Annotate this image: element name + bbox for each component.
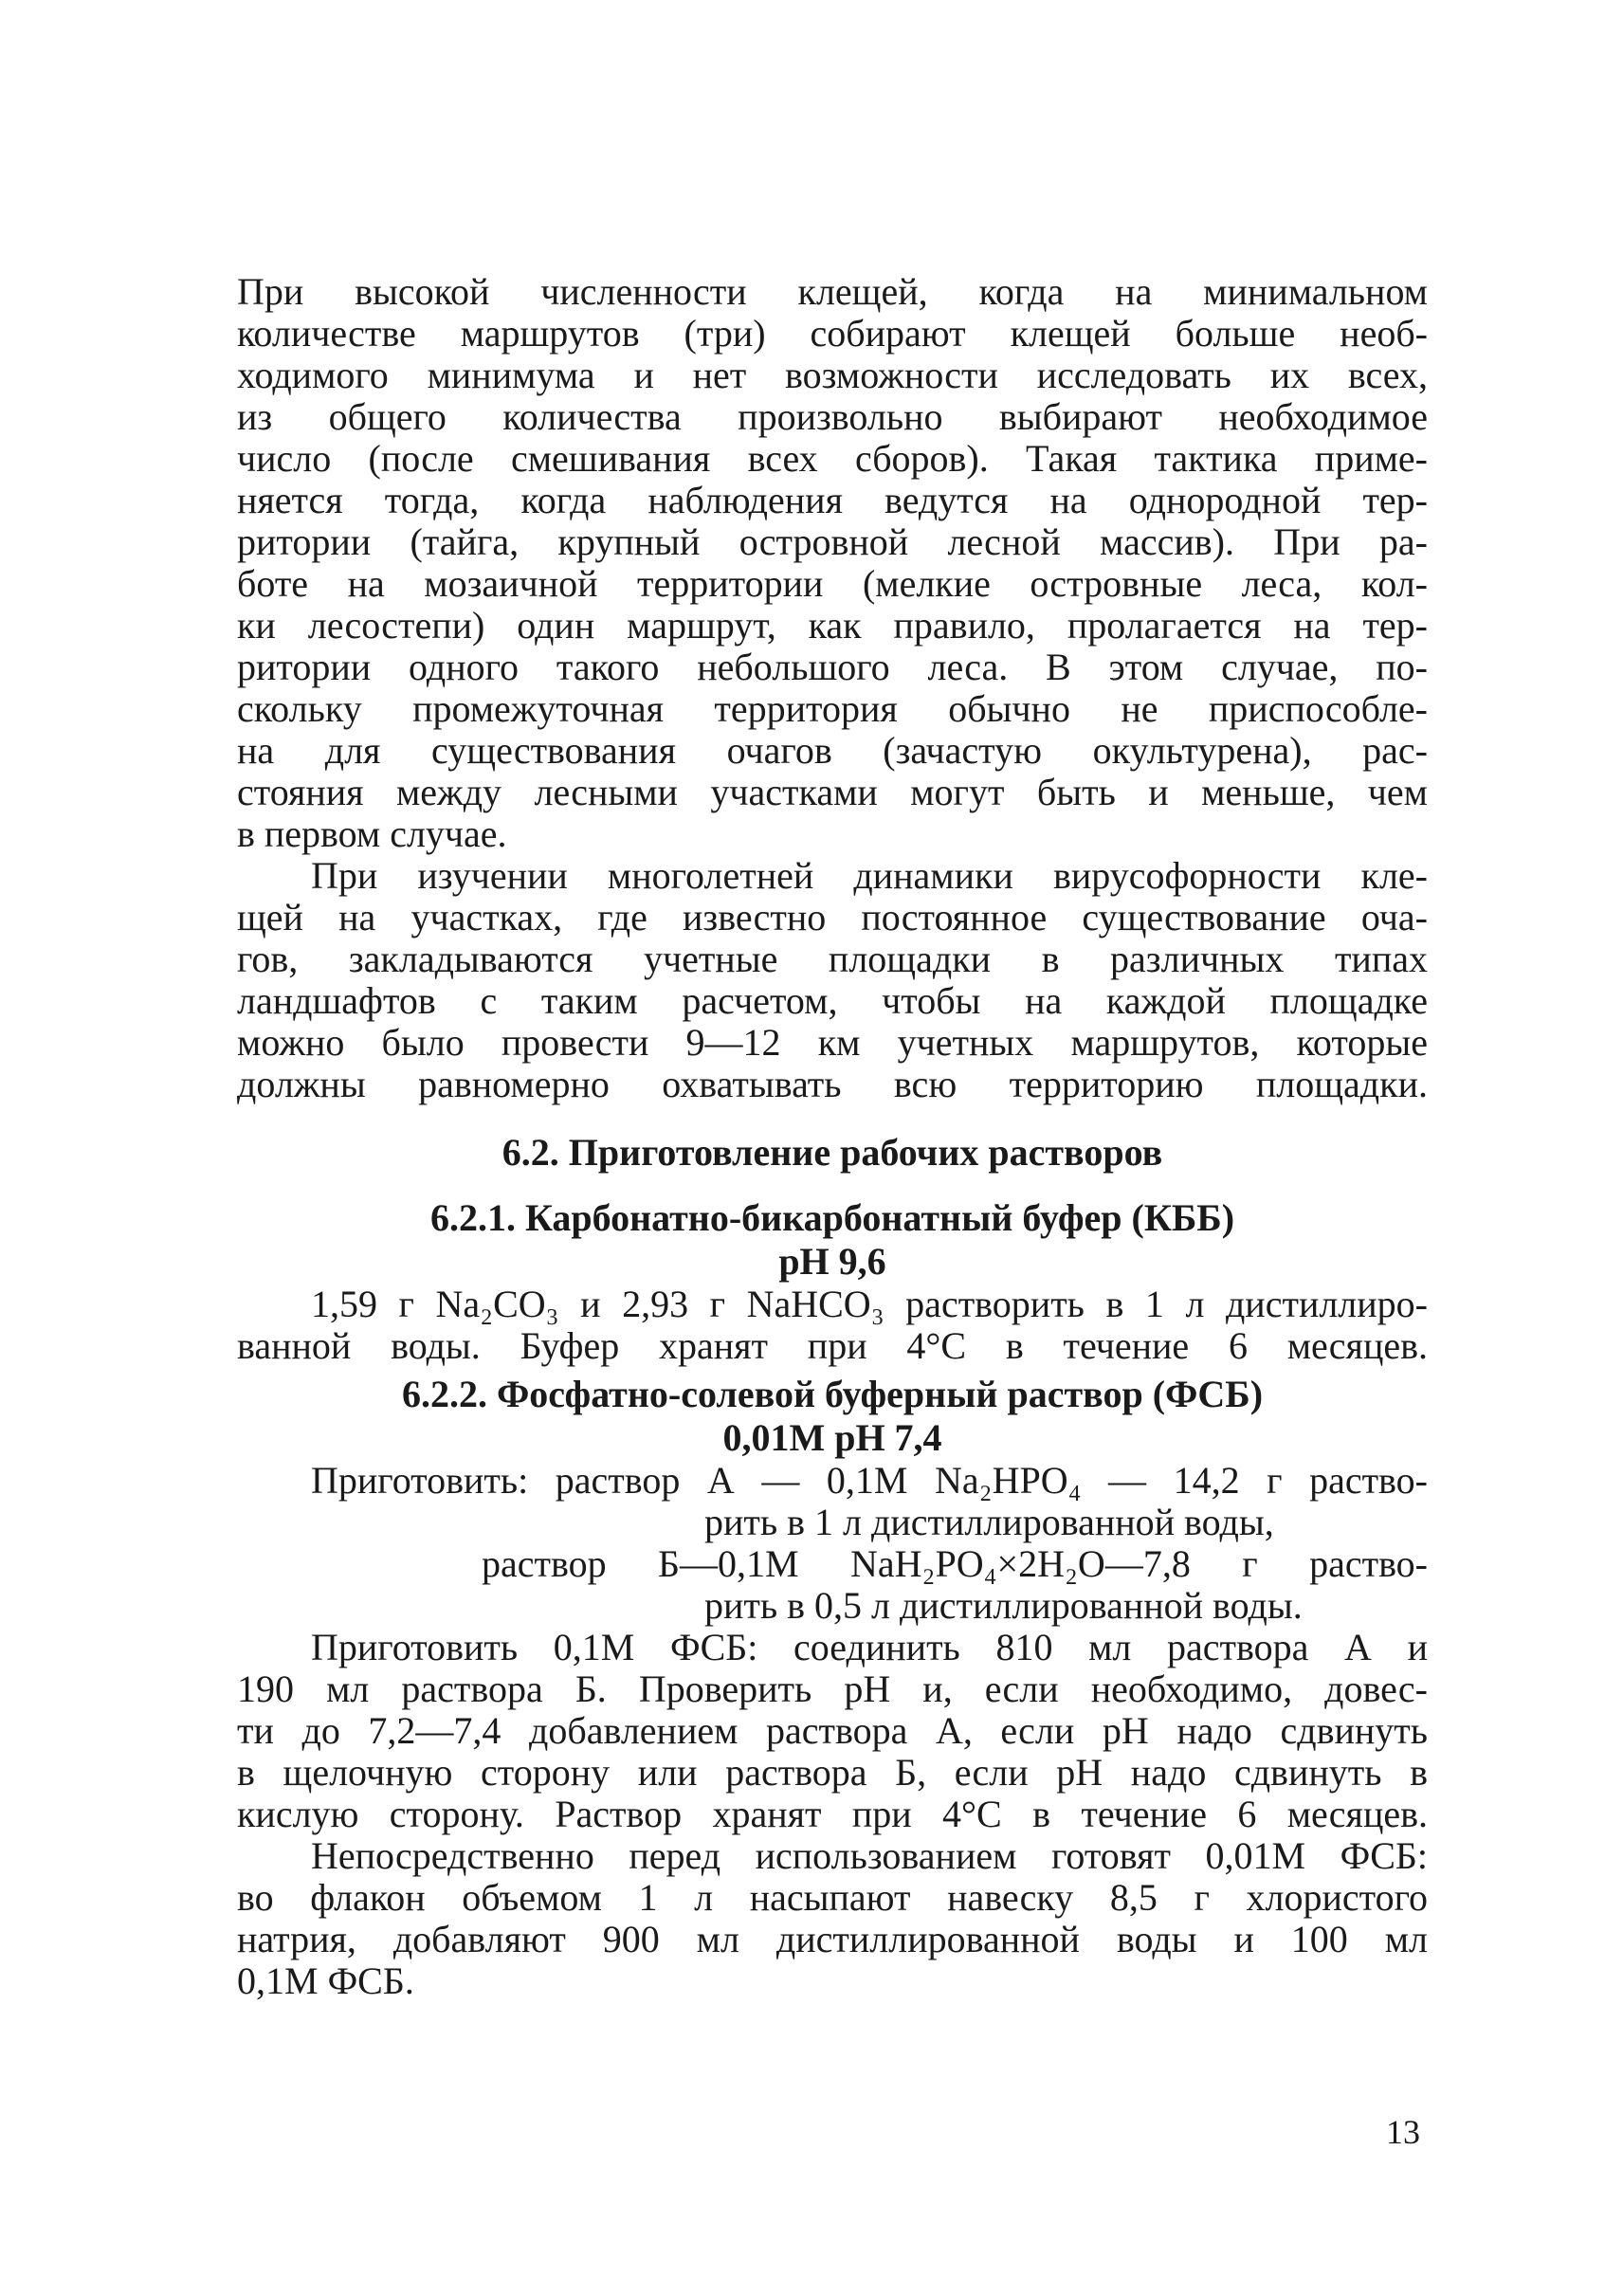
- paragraph-2: [237, 855, 1428, 1105]
- preparation-block: [237, 1460, 1428, 1627]
- text-line: на для существования очагов (зачастую окультурена), рас-: [237, 729, 1428, 772]
- text-line: 1,59 г Na₂CO₃ и 2,93 г NaHCO₃ растворить в 1 л дистиллиро-: [311, 1283, 1428, 1325]
- final-paragraph: [237, 1835, 1428, 2002]
- text-line: Приготовить 0,1М ФСБ: соединить 810 мл раствора А и: [311, 1626, 1428, 1668]
- text-line: ти до 7,2—7,4 добавлением раствора А, если pH надо сдвинуть: [237, 1709, 1428, 1752]
- paragraph-1: [237, 271, 1428, 855]
- text-line: ритории одного такого небольшого леса. В этом случае, по-: [237, 646, 1428, 688]
- text-line: 0,1М ФСБ.: [237, 1959, 414, 2002]
- text-line: 190 мл раствора Б. Проверить pH и, если необходимо, довес-: [237, 1667, 1428, 1710]
- text-line: скольку промежуточная территория обычно не приспособле-: [237, 687, 1428, 730]
- text-line: ходимого минимума и нет возможности исследовать их всех,: [237, 354, 1428, 396]
- text-line: ландшафтов с таким расчетом, чтобы на каждой площадке: [237, 979, 1428, 1022]
- text-line: боте на мозаичной территории (мелкие островные леса, кол-: [237, 562, 1428, 605]
- page-number: 13: [1386, 2113, 1420, 2151]
- text-line: во флакон объемом 1 л насыпают навеску 8,5 г хлористого: [237, 1876, 1428, 1919]
- text-line: При высокой численности клещей, когда на минимальном: [237, 270, 1428, 313]
- text-line: можно было провести 9—12 км учетных маршрутов, которые: [237, 1021, 1428, 1064]
- text-line: Приготовить: раствор А — 0,1M Na₂HPO₄ — 14,2 г раство-: [311, 1459, 1428, 1502]
- text-line: няется тогда, когда наблюдения ведутся на однородной тер-: [237, 479, 1428, 521]
- mixing-paragraph: [237, 1627, 1428, 1835]
- text-line: в первом случае.: [237, 812, 507, 855]
- section-heading-6-2-2: 6.2.2. Фосфатно-солевой буферный раствор (ФСБ): [401, 1373, 1264, 1415]
- section-heading-6-2-1: 6.2.1. Карбонатно-бикарбонатный буфер (КББ): [429, 1196, 1235, 1239]
- text-line: ритории (тайга, крупный островной лесной массив). При ра-: [237, 520, 1428, 563]
- body-text: [237, 271, 1428, 2002]
- text-line: натрия, добавляют 900 мл дистиллированной воды и 100 мл: [237, 1918, 1428, 1960]
- text-line: ванной воды. Буфер хранят при 4°С в течение 6 месяцев.: [237, 1324, 1428, 1367]
- section-6-2-1: [237, 1196, 1428, 1367]
- text-line: щей на участках, где известно постоянное существование оча-: [237, 896, 1428, 938]
- text-line: из общего количества произвольно выбирают необходимое: [237, 395, 1428, 438]
- text-line: рить в 0,5 л дистиллированной воды.: [704, 1584, 1303, 1627]
- text-line: раствор Б—0,1M NaH₂PO₄×2H₂O—7,8 г раство-: [482, 1542, 1428, 1585]
- text-line: должны равномерно охватывать всю территорию площадки.: [237, 1063, 1428, 1105]
- text-line: ки лесостепи) один маршрут, как правило, пролагается на тер-: [237, 604, 1428, 647]
- section-subheading-6-2-2: 0,01M pH 7,4: [722, 1416, 942, 1459]
- text-line: количестве маршрутов (три) собирают клещей больше необ-: [237, 312, 1428, 355]
- section-heading-6-2: 6.2. Приготовление рабочих растворов: [501, 1131, 1163, 1174]
- text-line: стояния между лесными участками могут быть и меньше, чем: [237, 771, 1428, 813]
- section-subheading-6-2-1: pH 9,6: [778, 1240, 886, 1283]
- text-line: кислую сторону. Раствор хранят при 4°С в течение 6 месяцев.: [237, 1793, 1428, 1835]
- text-line: При изучении многолетней динамики вирусофорности кле-: [311, 854, 1428, 897]
- text-line: гов, закладываются учетные площадки в различных типах: [237, 938, 1428, 980]
- text-line: число (после смешивания всех сборов). Такая тактика приме-: [237, 437, 1428, 480]
- section-6-2-2: [237, 1373, 1428, 2002]
- text-line: Непосредственно перед использованием готовят 0,01М ФСБ:: [311, 1834, 1428, 1877]
- text-line: в щелочную сторону или раствора Б, если pH надо сдвинуть в: [237, 1751, 1428, 1794]
- text-line: рить в 1 л дистиллированной воды,: [704, 1501, 1274, 1543]
